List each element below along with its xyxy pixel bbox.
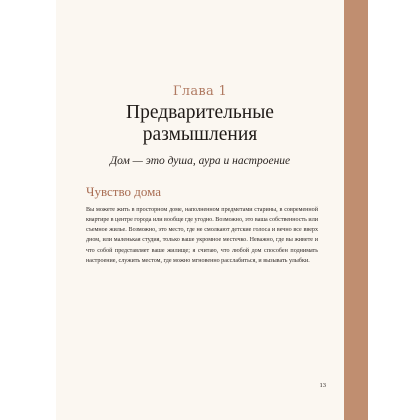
chapter-subtitle: Дом — это душа, аура и настроение xyxy=(109,155,291,167)
book-page xyxy=(56,0,344,420)
chapter-title-line-1: Предварительные xyxy=(126,102,274,123)
chapter-label: Глава 1 xyxy=(172,84,228,99)
chapter-title xyxy=(56,102,344,146)
chapter-title-line-2: размышления xyxy=(142,124,258,145)
body-paragraph: Вы можете жить в просторном доме, наполненном предметами старины, в современной квартире в центре города или вообще где угодно. Возможно, это ваша собственность или съемное жилье. Возможно, это место, где не смолкают детские голоса и вечно все вверх дном, или маленькая студия, только ваше укромное местечко. Неважно, где вы живете и что собой представляет ваше жилище; я считаю, что любой дом способен поднимать настроение, служить местом, где можно мгновенно расслабиться, и вызывать улыбки. xyxy=(86,207,318,264)
section-heading: Чувство дома xyxy=(86,184,162,199)
decorative-side-band xyxy=(344,0,368,420)
page-number: 13 xyxy=(319,382,326,389)
